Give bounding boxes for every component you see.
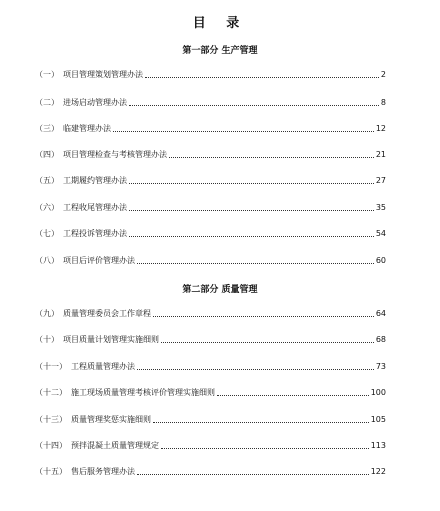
entry-title: 售后服务管理办法 xyxy=(71,467,135,476)
entry-title: 质量管理奖惩实施细则 xyxy=(71,415,151,424)
entry-title: 施工现场质量管理考核评价管理实施细则 xyxy=(71,388,215,397)
toc-entry[interactable] xyxy=(35,254,386,266)
dot-leader xyxy=(169,156,374,158)
dot-leader xyxy=(145,76,379,78)
entry-page: 100 xyxy=(370,388,386,397)
toc-entry[interactable] xyxy=(35,360,386,372)
dot-leader xyxy=(153,421,369,423)
toc-entry[interactable] xyxy=(35,201,386,213)
dot-leader xyxy=(161,341,374,343)
entry-title: 预拌混凝土质量管理规定 xyxy=(71,441,159,450)
entry-number: （三） xyxy=(35,124,59,133)
toc-entry[interactable] xyxy=(35,148,386,160)
entry-number: （一） xyxy=(35,70,59,79)
entry-number: （五） xyxy=(35,176,59,185)
entry-page: 113 xyxy=(370,441,386,450)
dot-leader xyxy=(137,473,369,475)
entry-title: 工程质量管理办法 xyxy=(71,362,135,371)
toc-title: 目 录 xyxy=(192,16,248,31)
entry-page: 8 xyxy=(380,98,386,107)
entry-number: （六） xyxy=(35,203,59,212)
toc-entry[interactable] xyxy=(35,333,386,345)
entry-number: （九） xyxy=(35,309,59,318)
entry-title: 项目管理策划管理办法 xyxy=(63,70,143,79)
dot-leader xyxy=(113,130,374,132)
entry-number: （十一） xyxy=(35,362,67,371)
entry-number: （十二） xyxy=(35,388,67,397)
entry-number: （十四） xyxy=(35,441,67,450)
entry-page: 64 xyxy=(375,309,386,318)
toc-entry[interactable] xyxy=(35,227,386,239)
toc-entry[interactable] xyxy=(35,307,386,319)
entry-page: 73 xyxy=(375,362,386,371)
entry-page: 54 xyxy=(375,229,386,238)
entry-title: 进场启动管理办法 xyxy=(63,98,127,107)
entry-page: 60 xyxy=(375,256,386,265)
toc-entry[interactable] xyxy=(35,96,386,108)
entry-number: （十） xyxy=(35,335,59,344)
entry-page: 27 xyxy=(375,176,386,185)
entry-title: 项目质量计划管理实施细则 xyxy=(63,335,159,344)
toc-entry[interactable] xyxy=(35,439,386,451)
toc-entry[interactable] xyxy=(35,122,386,134)
entry-page: 12 xyxy=(375,124,386,133)
dot-leader xyxy=(137,262,374,264)
toc-entry[interactable] xyxy=(35,413,386,425)
dot-leader xyxy=(217,394,369,396)
part-heading-production: 第一部分 生产管理 xyxy=(182,46,258,56)
dot-leader xyxy=(153,315,374,317)
entry-title: 工程收尾管理办法 xyxy=(63,203,127,212)
entry-number: （四） xyxy=(35,150,59,159)
entry-number: （十五） xyxy=(35,467,67,476)
entry-page: 21 xyxy=(375,150,386,159)
toc-entry[interactable] xyxy=(35,174,386,186)
dot-leader xyxy=(161,447,369,449)
toc-entry[interactable] xyxy=(35,465,386,477)
entry-number: （八） xyxy=(35,256,59,265)
entry-page: 68 xyxy=(375,335,386,344)
toc-entry[interactable] xyxy=(35,386,386,398)
entry-page: 35 xyxy=(375,203,386,212)
entry-number: （二） xyxy=(35,98,59,107)
entry-title: 项目管理检查与考核管理办法 xyxy=(63,150,167,159)
entry-number: （七） xyxy=(35,229,59,238)
entry-title: 工程投诉管理办法 xyxy=(63,229,127,238)
entry-page: 105 xyxy=(370,415,386,424)
dot-leader xyxy=(129,209,374,211)
entry-title: 工期履约管理办法 xyxy=(63,176,127,185)
entry-title: 项目后评价管理办法 xyxy=(63,256,135,265)
toc-entry[interactable] xyxy=(35,68,386,80)
entry-title: 临建管理办法 xyxy=(63,124,111,133)
dot-leader xyxy=(129,104,379,106)
entry-number: （十三） xyxy=(35,415,67,424)
dot-leader xyxy=(137,368,374,370)
entry-page: 2 xyxy=(380,70,386,79)
dot-leader xyxy=(129,235,374,237)
entry-page: 122 xyxy=(370,467,386,476)
dot-leader xyxy=(129,182,374,184)
part-heading-quality: 第二部分 质量管理 xyxy=(182,285,258,295)
entry-title: 质量管理委员会工作章程 xyxy=(63,309,151,318)
